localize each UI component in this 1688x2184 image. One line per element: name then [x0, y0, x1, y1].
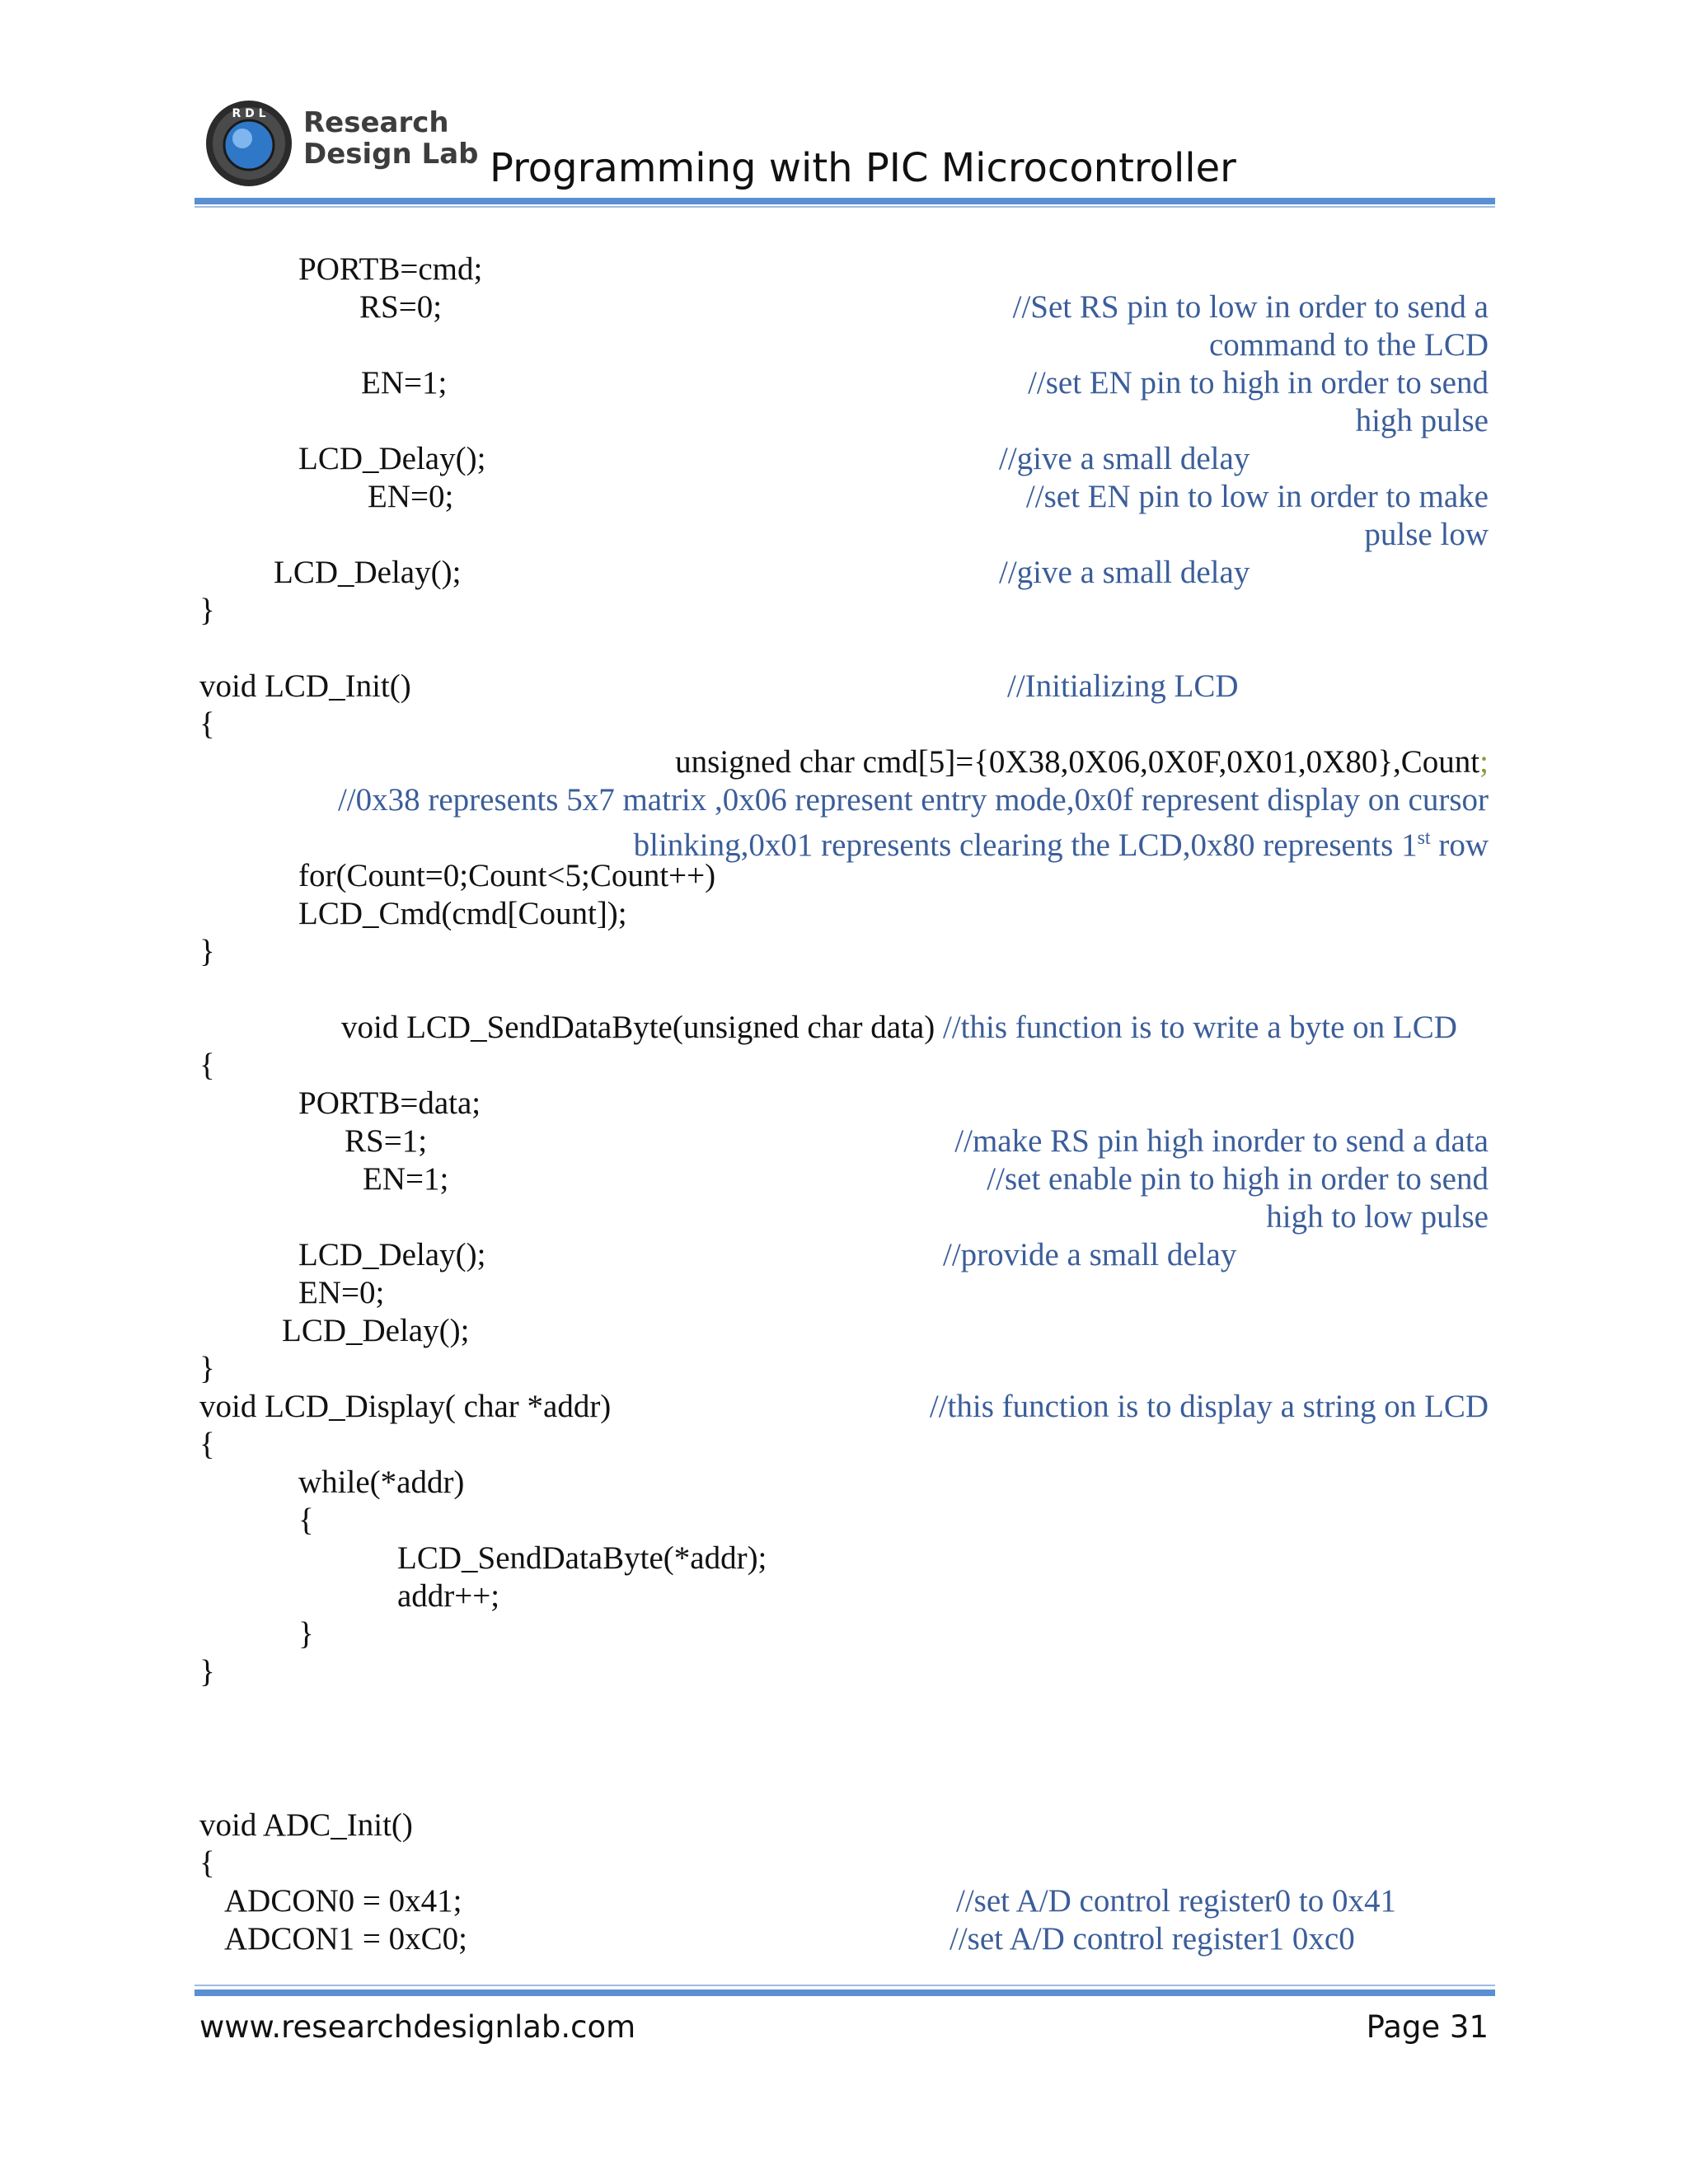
code-line: LCD_Delay();: [298, 441, 486, 476]
code-comment: //set A/D control register1 0xc0: [950, 1921, 1355, 1957]
code-brace: {: [199, 706, 215, 742]
code-line: RS=1;: [345, 1123, 428, 1159]
code-comment: //give a small delay: [999, 441, 1250, 476]
code-comment: high to low pulse: [1266, 1199, 1489, 1235]
code-line: PORTB=cmd;: [298, 251, 483, 287]
code-comment: //provide a small delay: [943, 1237, 1237, 1272]
superscript: st: [1417, 827, 1431, 849]
code-brace: {: [199, 1427, 215, 1462]
code-comment: //0x38 represents 5x7 matrix ,0x06 represent entry mode,0x0f represent display on cursor: [337, 782, 1489, 818]
code-comment: [634, 819, 1489, 865]
code-line: [341, 1009, 1457, 1047]
comment-text: row: [1430, 827, 1489, 863]
code-line: ADCON0 = 0x41;: [224, 1883, 462, 1919]
code-line: EN=1;: [363, 1161, 449, 1197]
code-comment: //Initializing LCD: [1007, 668, 1239, 704]
code-line: void LCD_Display( char *addr): [199, 1389, 612, 1424]
code-line: PORTB=data;: [298, 1085, 481, 1121]
code-comment: //this function is to write a byte on LCD: [935, 1010, 1457, 1045]
code-line: EN=1;: [361, 365, 448, 401]
code-comment: //this function is to display a string on LCD: [929, 1389, 1489, 1424]
code-line: void ADC_Init(): [199, 1807, 413, 1843]
code-line: void LCD_Init(): [199, 668, 411, 704]
code-line: EN=0;: [368, 479, 454, 514]
footer-rule: [195, 1990, 1495, 1996]
code-brace: }: [199, 934, 215, 969]
code-brace: }: [199, 1654, 215, 1690]
header-rule: [195, 198, 1495, 204]
comment-text: blinking,0x01 represents clearing the LCD,0x80 represents 1: [633, 827, 1418, 863]
logo-text-research: Research: [303, 106, 449, 139]
code-brace: }: [199, 1351, 215, 1386]
code-brace: }: [199, 593, 215, 628]
code-line: addr++;: [397, 1578, 500, 1614]
code-brace: }: [298, 1616, 314, 1652]
code-brace: {: [199, 1047, 215, 1083]
page-number: Page 31: [1366, 2009, 1489, 2045]
code-comment: command to the LCD: [1208, 327, 1489, 363]
code-semicolon: ;: [1479, 744, 1489, 780]
code-brace: {: [199, 1845, 215, 1881]
code-comment: pulse low: [1364, 517, 1489, 552]
code-line: LCD_SendDataByte(*addr);: [397, 1540, 767, 1576]
code-text: void LCD_SendDataByte(unsigned char data): [341, 1010, 935, 1045]
code-comment: //set EN pin to low in order to make: [1025, 479, 1489, 514]
code-line: while(*addr): [298, 1465, 465, 1500]
code-comment: //set enable pin to high in order to send: [987, 1161, 1489, 1197]
code-line: LCD_Cmd(cmd[Count]);: [298, 896, 627, 931]
code-line: RS=0;: [359, 289, 443, 325]
code-line: [675, 743, 1489, 781]
logo-text-design-lab: Design Lab: [303, 138, 479, 171]
code-text: unsigned char cmd[5]={0X38,0X06,0X0F,0X01,0X80},Count: [675, 744, 1480, 780]
code-line: LCD_Delay();: [282, 1313, 470, 1348]
code-line: ADCON1 = 0xC0;: [224, 1921, 468, 1957]
code-line: LCD_Delay();: [298, 1237, 486, 1272]
footer-rule-thin: [195, 1985, 1495, 1986]
code-comment: high pulse: [1355, 403, 1489, 438]
code-comment: //set EN pin to high in order to send: [1028, 365, 1489, 401]
code-comment: //set A/D control register0 to 0x41: [956, 1883, 1397, 1919]
code-comment: //give a small delay: [999, 555, 1250, 590]
rdl-logo: [204, 99, 293, 188]
logo-letters: R D L: [232, 107, 266, 120]
code-brace: {: [298, 1502, 314, 1538]
code-line: LCD_Delay();: [274, 555, 462, 590]
document-title: Programming with PIC Microcontroller: [490, 145, 1236, 191]
code-comment: //make RS pin high inorder to send a data: [954, 1123, 1489, 1159]
code-line: EN=0;: [298, 1275, 385, 1310]
footer-url-link[interactable]: www.researchdesignlab.com: [199, 2009, 636, 2045]
code-comment: //Set RS pin to low in order to send a: [1012, 289, 1489, 325]
code-line: for(Count=0;Count<5;Count++): [298, 858, 716, 893]
header-rule-thin: [195, 206, 1495, 208]
